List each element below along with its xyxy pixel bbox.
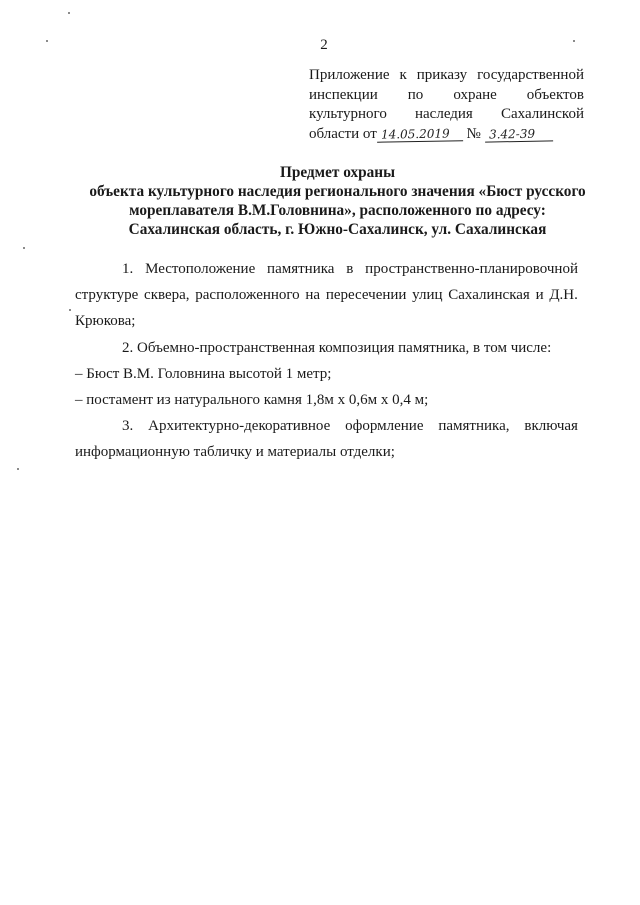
appendix-word: Сахалинской [500, 106, 584, 123]
appendix-word: инспекции [309, 86, 378, 103]
appendix-line-1 [309, 66, 584, 86]
title-line-3: мореплавателя В.М.Головнина», расположенного по адресу: [129, 202, 546, 219]
item-word: Сахалинская [448, 287, 530, 303]
title-line-2: объекта культурного наследия регионального значения «Бюст русского [89, 183, 586, 200]
appendix-word: культурного [309, 106, 387, 123]
handwritten-order-number: 3.42-39 [484, 126, 552, 142]
appendix-reference [309, 66, 584, 144]
item-3 [75, 413, 578, 465]
appendix-word: к [399, 67, 407, 83]
appendix-word: объектов [526, 86, 584, 103]
item-word: в [346, 261, 354, 277]
item-3-line-1 [75, 413, 578, 439]
item-2 [75, 335, 578, 413]
item-2-line-1: 2. Объемно-пространственная композиция памятника, в том числе: [122, 340, 552, 356]
item-3-line-2: информационную табличку и материалы отделки; [75, 444, 395, 460]
item-2-sub-2: – постамент из натурального камня 1,8м х 0,6м х 0,4 м; [75, 392, 429, 408]
item-word: включая [524, 418, 578, 434]
handwritten-date: 14.05.2019 [377, 126, 463, 142]
item-1-line-2 [75, 282, 578, 308]
item-1-line-1 [75, 256, 578, 282]
document-title [50, 163, 625, 239]
item-word: и [535, 287, 544, 303]
appendix-prefix: области от [309, 125, 377, 142]
appendix-word: наследия [414, 106, 473, 123]
page-number: 2 [320, 37, 328, 53]
appendix-word: Приложение [309, 67, 390, 83]
item-word: 1. [122, 261, 134, 277]
appendix-line-3 [309, 105, 584, 125]
scan-speck [573, 40, 575, 42]
appendix-word: охране [453, 86, 497, 103]
appendix-word: приказу [416, 67, 468, 83]
title-line-1: Предмет охраны [279, 164, 396, 181]
appendix-line-4 [309, 125, 584, 145]
appendix-line-2 [309, 86, 584, 106]
item-word: памятника [267, 261, 335, 277]
item-2-sub-1: – Бюст В.М. Головнина высотой 1 метр; [75, 366, 332, 382]
item-word: Местоположение [145, 261, 256, 277]
item-1 [75, 256, 578, 334]
item-word: на [305, 287, 321, 303]
appendix-word: по [407, 86, 424, 103]
item-word: сквера, [144, 287, 190, 303]
item-word: пересечении [325, 287, 407, 303]
item-word: пространственно-планировочной [365, 261, 578, 277]
scan-speck [68, 12, 70, 14]
item-word: улиц [412, 287, 443, 303]
scan-speck [46, 40, 48, 42]
item-word: оформление [345, 418, 424, 434]
title-line-4: Сахалинская область, г. Южно-Сахалинск, ул. Сахалинская [128, 221, 547, 238]
item-word: расположенного [195, 287, 300, 303]
number-sign: № [466, 125, 481, 142]
item-word: Д.Н. [549, 287, 578, 303]
item-word: 3. [122, 418, 134, 434]
item-word: Архитектурно-декоративное [148, 418, 331, 434]
scan-speck [17, 468, 19, 470]
item-word: структуре [75, 287, 139, 303]
scan-speck [69, 309, 71, 311]
scan-speck [23, 247, 25, 249]
item-word: памятника, [438, 418, 510, 434]
appendix-word: государственной [477, 67, 584, 83]
item-1-line-3: Крюкова; [75, 313, 136, 329]
